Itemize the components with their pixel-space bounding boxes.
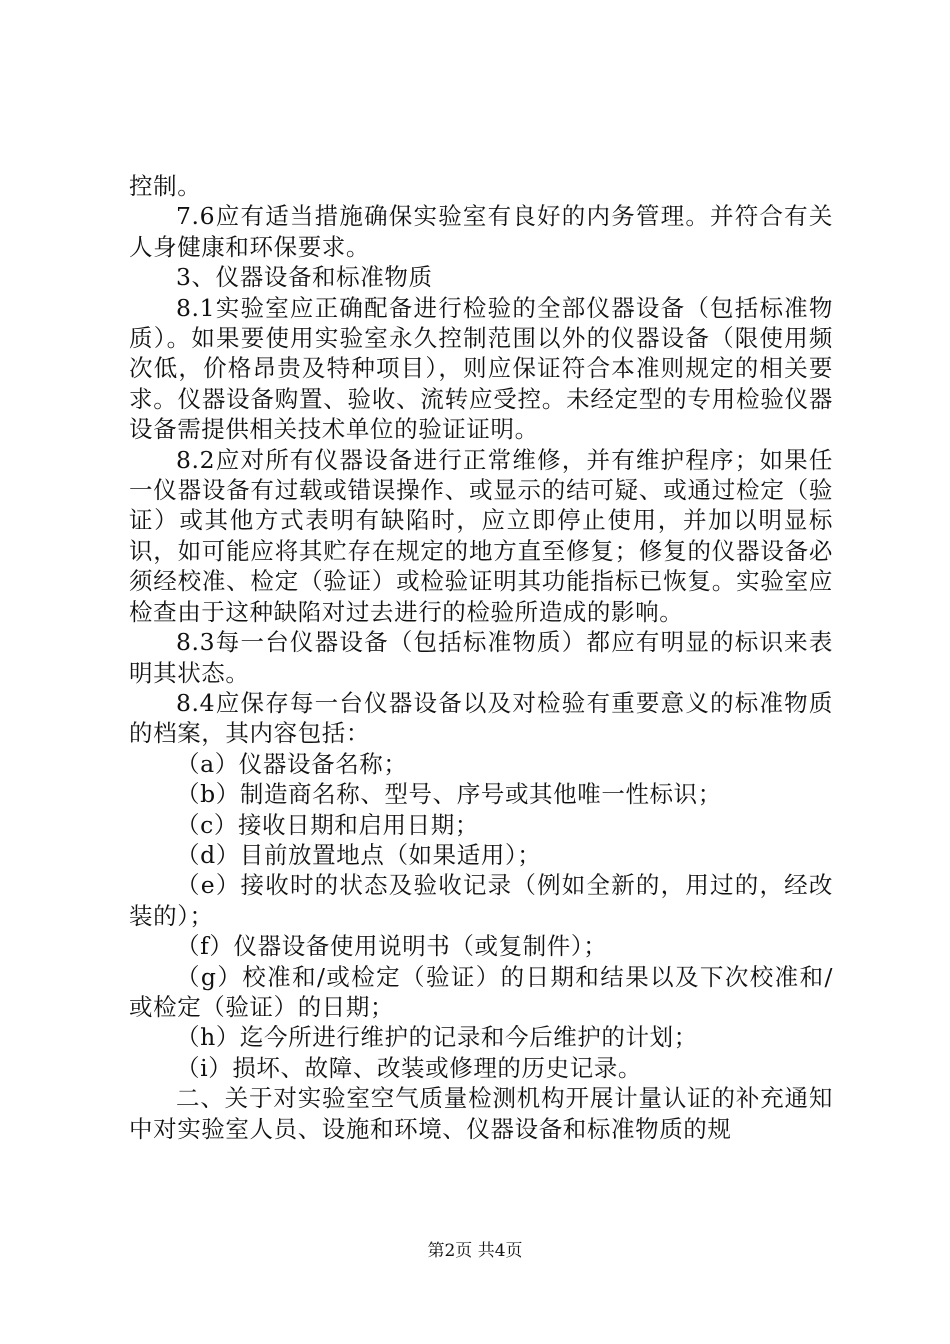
paragraph-8-1: 8.1实验室应正确配备进行检验的全部仪器设备（包括标准物质）。如果要使用实验室永久控制范围以外的仪器设备（限使用频次低，价格昂贵及特种项目），则应保证符合本准则规定的相关要求。仪器设备购置、验收、流转应受控。未经定型的专用检验仪器设备需提供相关技术单位的验证证明。 [129,293,833,444]
list-item-g: （g）校准和/或检定（验证）的日期和结果以及下次校准和/或检定（验证）的日期； [129,962,833,1021]
section-heading-2: 二、关于对实验室空气质量检测机构开展计量认证的补充通知中对实验室人员、设施和环境、仪器设备和标准物质的规 [129,1084,833,1143]
list-item-d: （d）目前放置地点（如果适用）； [176,840,542,869]
list-item-a: （a）仪器设备名称； [176,749,408,778]
paragraph-8-2: 8.2应对所有仪器设备进行正常维修，并有维护程序；如果任一仪器设备有过载或错误操作、或显示的结可疑、或通过检定（验证）或其他方式表明有缺陷时，应立即停止使用，并加以明显标识，如可能应将其贮存在规定的地方直至修复；修复的仪器设备必须经校准、检定（验证）或检验证明其功能指标已恢复。实验室应检查由于这种缺陷对过去进行的检验所造成的影响。 [129,445,833,626]
page-number-footer: 第2页 共4页 [427,1241,523,1261]
paragraph-continuation: 控制。 [129,172,202,200]
list-item-f: （f）仪器设备使用说明书（或复制件）； [176,932,608,961]
paragraph-8-4: 8.4应保存每一台仪器设备以及对检验有重要意义的标准物质的档案，其内容包括： [129,688,833,748]
paragraph-7-6: 7.6应有适当措施确保实验室有良好的内务管理。并符合有关人身健康和环保要求。 [129,202,833,261]
section-heading-3: 3、仪器设备和标准物质 [176,263,433,292]
list-item-e: （e）接收时的状态及验收记录（例如全新的，用过的，经改装的）； [129,871,833,930]
document-body [129,171,833,1144]
list-item-b: （b）制造商名称、型号、序号或其他唯一性标识； [176,780,722,809]
paragraph-8-3: 8.3每一台仪器设备（包括标准物质）都应有明显的标识来表明其状态。 [129,628,833,687]
list-item-c: （c）接收日期和启用日期； [176,810,479,839]
list-item-i: （i）损坏、故障、改装或修理的历史记录。 [176,1053,643,1082]
list-item-h: （h）迄今所进行维护的记录和今后维护的计划； [176,1023,698,1052]
